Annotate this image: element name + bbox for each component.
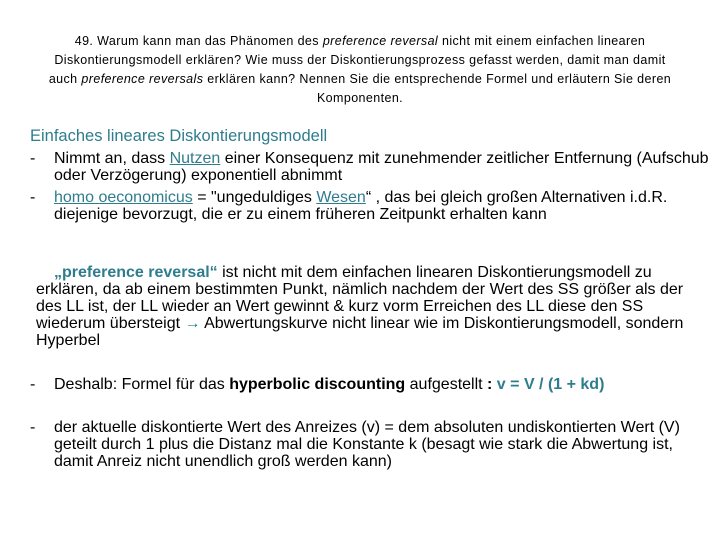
bullet-dash: - xyxy=(30,150,36,167)
question-part-1: 49. Warum kann man das Phänomen des xyxy=(74,34,323,48)
reversal-tail: Abwertungskurve nicht linear wie im Diskontierungsmodell, sondern Hyperbel xyxy=(36,315,684,349)
bullet1-post: einer Konsequenz mit zunehmender zeitlicher Entfernung (Aufschub oder Verzögerung) exponentiell abnimmt xyxy=(54,150,709,184)
reversal-body: ist nicht mit dem einfachen linearen Diskontierungsmodell zu erklären, da ab einem bestimmten Punkt, nämlich nachdem der Wert des SS größer als der des LL ist, der LL wieder an Wert gewinnt & kurz vorm Erreichen des LL diese den SS wiederum übersteigt xyxy=(36,264,684,332)
paragraph-body xyxy=(36,264,696,349)
bullet1-pre: Nimmt an, dass xyxy=(54,150,170,167)
bullet-text xyxy=(54,150,714,184)
bullet-dash: - xyxy=(30,419,36,436)
question-text xyxy=(40,32,680,108)
bullet-dash: - xyxy=(30,189,36,206)
bullet-dash: - xyxy=(30,376,36,393)
question-term-preference-reversal: preference reversal xyxy=(322,34,439,48)
question-term-preference-reversals: preference reversals xyxy=(81,72,204,86)
term-preference-reversal: „preference reversal“ xyxy=(54,264,218,281)
preference-reversal-paragraph xyxy=(36,264,696,349)
arrow-right-icon: → xyxy=(184,315,201,332)
link-wesen[interactable]: Wesen xyxy=(316,189,366,206)
link-nutzen[interactable]: Nutzen xyxy=(169,150,221,167)
link-homo-oeconomicus[interactable]: homo oeconomicus xyxy=(54,189,193,206)
bullet-text xyxy=(54,189,714,223)
question-part-5: erklären kann? Nennen Sie die entsprechende Formel und erläutern Sie deren Komponenten. xyxy=(203,72,672,105)
bullet2-post: “ , das bei gleich großen Alternativen i.d.R. diejenige bevorzugt, die er zu einem früheren Zeitpunkt erhalten kann xyxy=(54,189,668,223)
formula: v = V / (1 + kd) xyxy=(492,376,605,393)
term-hyperbolic-discounting: hyperbolic discounting xyxy=(229,376,406,393)
formula-colon: : xyxy=(487,376,493,393)
bullet3-mid: aufgestellt xyxy=(405,376,488,393)
question-part-3: nicht mit einem einfachen linearen Diskontierungsmodell erklären? Wie muss der Diskontierungsprozess gefasst werden, damit man damit auch xyxy=(48,34,666,86)
bullet-text: der aktuelle diskontierte Wert des Anreizes (v) = dem absoluten undiskontierten Wert (V) geteilt durch 1 plus die Distanz mal die Konstante k (besagt wie stark die Abwertung ist, damit Anreiz nicht unendlich groß werden kann) xyxy=(54,419,680,470)
section-heading: Einfaches lineares Diskontierungsmodell xyxy=(30,127,328,145)
bullet-text xyxy=(54,376,714,393)
bullet2-mid: = "ungeduldiges xyxy=(192,189,317,206)
bullet3-pre: Deshalb: Formel für das xyxy=(54,376,230,393)
